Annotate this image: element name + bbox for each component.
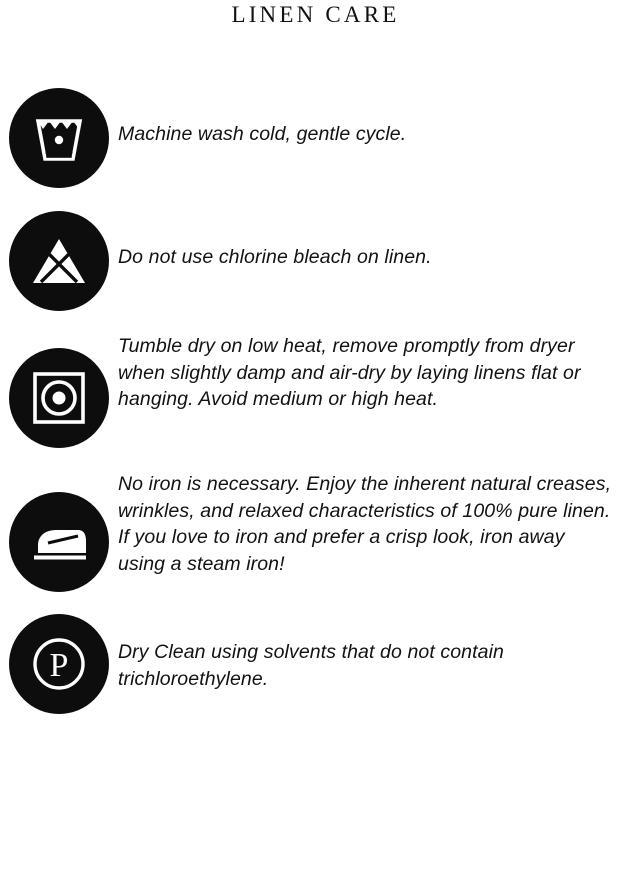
page-title: LINEN CARE	[231, 2, 400, 27]
list-item	[0, 333, 631, 448]
svg-text:P: P	[49, 647, 69, 684]
care-instruction-text: No iron is necessary. Enjoy the inherent natural creases, wrinkles, and relaxed characteristics of 100% pure linen. If you love to iron and prefer a crisp look, iron away using a steam iron!	[118, 473, 612, 575]
list-item	[0, 614, 631, 714]
icon-cell	[0, 88, 118, 188]
list-item	[0, 471, 631, 592]
icon-cell	[0, 614, 118, 714]
text-cell	[118, 211, 631, 271]
do-not-bleach-icon	[9, 211, 109, 311]
care-instruction-list	[0, 88, 631, 714]
text-cell	[118, 88, 631, 148]
icon-cell	[0, 471, 118, 592]
care-instruction-text: Dry Clean using solvents that do not contain trichloroethylene.	[118, 641, 504, 690]
tumble-dry-low-icon	[9, 348, 109, 448]
care-instruction-text: Machine wash cold, gentle cycle.	[118, 123, 407, 145]
text-cell	[118, 614, 631, 692]
icon-cell	[0, 211, 118, 311]
text-cell	[118, 333, 631, 413]
text-cell	[118, 471, 631, 577]
icon-cell	[0, 333, 118, 448]
machine-wash-cold-icon	[9, 88, 109, 188]
care-instruction-text: Do not use chlorine bleach on linen.	[118, 246, 432, 268]
dry-clean-p-icon	[9, 614, 109, 714]
care-instruction-text: Tumble dry on low heat, remove promptly from dryer when slightly damp and air-dry by laying linens flat or hanging. Avoid medium or high heat.	[118, 335, 581, 410]
iron-icon	[9, 492, 109, 592]
list-item	[0, 88, 631, 188]
list-item	[0, 211, 631, 311]
